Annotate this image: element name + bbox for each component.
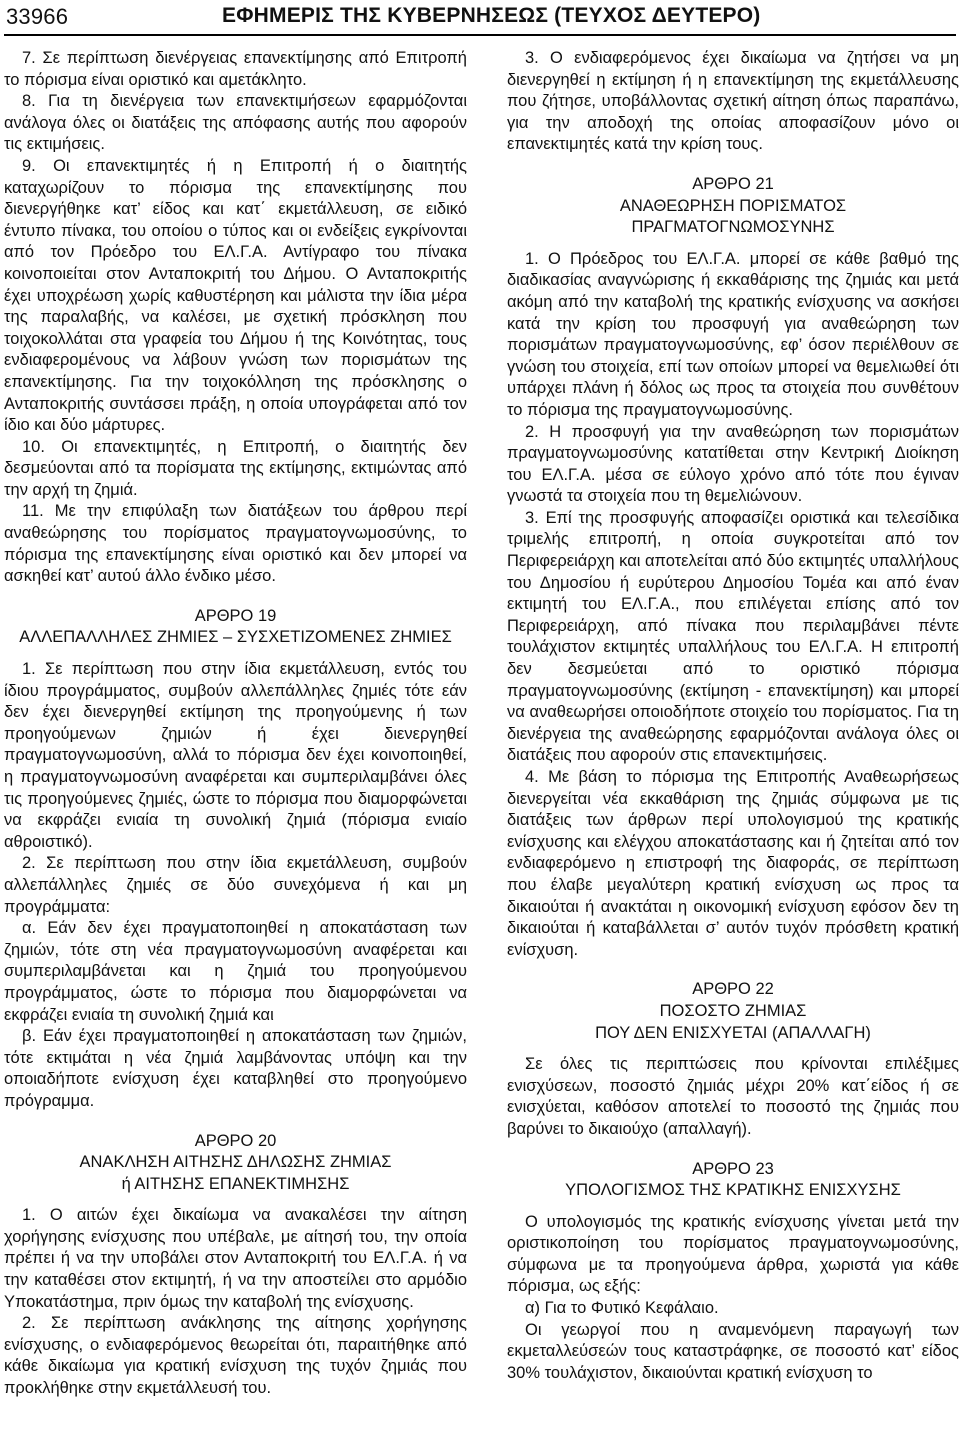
article-20-title: ΑΡΘΡΟ 20	[194, 1131, 277, 1150]
header-rule	[4, 34, 956, 36]
article-19-paragraph-2: 2. Σε περίπτωση που στην ίδια εκμετάλλευση, συμβούν αλλεπάλληλες ζημιές σε δύο συνεχόμενα ή και μη προγράμματα:	[4, 854, 467, 916]
article-21-title: ΑΡΘΡΟ 21	[692, 174, 774, 193]
article-20-paragraph-2: 2. Σε περίπτωση ανάκλησης της αίτησης χορήγησης ενίσχυσης, ο ενδιαφερόμενος θεωρείται ότι, παραιτήθηκε από κάθε δικαίωμα για κρατική ενίσχυση της τυχόν ζημιάς που προκλήθηκε στην εκμετάλλευσή του.	[4, 1314, 467, 1398]
left-column	[4, 48, 467, 1400]
article-20-heading	[4, 1131, 467, 1196]
article-21-subtitle-2: ΠΡΑΓΜΑΤΟΓΝΩΜΟΣΥΝΗΣ	[631, 218, 835, 237]
article-20-paragraph-1: 1. Ο αιτών έχει δικαίωμα να ανακαλέσει την αίτηση χορήγησης ενίσχυσης που υπέβαλε, με αίτησή του, την οποία πρέπει ή να την υποβάλει στον Ανταποκριτή του ΕΛ.Γ.Α. ή να την καταθέσει στον εκτιμητή, ή να την αποστείλει στο αρμόδιο Υποκατάστημα, πριν όμως την καταβολή της ενίσχυσης.	[4, 1206, 467, 1311]
right-column	[507, 48, 959, 1384]
article-23-heading	[507, 1159, 959, 1202]
article-20-subtitle-2: ή ΑΙΤΗΣΗΣ ΕΠΑΝΕΚΤΙΜΗΣΗΣ	[121, 1174, 350, 1193]
article-23-paragraph-2: Οι γεωργοί που η αναμενόμενη παραγωγή των εκμεταλλεύσεών τους καταστράφηκε, σε ποσοστό κατ’ είδος 30% τουλάχιστον, δικαιούνται κρατική ενίσχυση το	[507, 1320, 959, 1382]
paragraph-9: 9. Οι επανεκτιμητές ή η Επιτροπή ή ο διαιτητής καταχωρίζουν το πόρισμα της επανεκτίμησης που διενεργήθηκε κατ’ είδος και κατ΄ εκμετάλλευση, σε ειδικό έντυπο πίνακα, του οποίου ο τύπος και οι ενδείξεις εγκρίνονται από τον Πρόεδρο του ΕΛ.Γ.Α. Αντίγραφο του πίνακα κοινοποιείται στον Ανταποκριτή του Δήμου. Ο Ανταποκριτής έχει υποχρέωση χωρίς καθυστέρηση και μάλιστα την ίδια μέρα της παραλαβής, να καλέσει, με σχετική πρόσκληση που τοιχοκολλάται στα γραφεία του Δήμου ή της Κοινότητας, τους ενδιαφερομένους να λάβουν γνώση των πορισμάτων της επανεκτίμησης. Για την τοιχοκόλληση της πρόσκλησης ο Ανταποκριτής συντάσσει πράξη, η οποία υπογράφεται από τον ίδιο και δύο μάρτυρες.	[4, 156, 467, 435]
paragraph-8: 8. Για τη διενέργεια των επανεκτιμήσεων εφαρμόζονται ανάλογα όλες οι διατάξεις της απόφασης αυτής που αφορούν τις εκτιμήσεις.	[4, 92, 467, 154]
article-21-paragraph-2: 2. Η προσφυγή για την αναθεώρηση των πορισμάτων πραγματογνωμοσύνης κατατίθεται στην Κεντρική Διοίκηση του ΕΛ.Γ.Α. μέσα σε εύλογο χρόνο από τότε που έγιναν γνωστά τα στοιχεία που τη θεμελιώνουν.	[507, 422, 959, 506]
article-21-subtitle-1: ΑΝΑΘΕΩΡΗΣΗ ΠΟΡΙΣΜΑΤΟΣ	[619, 196, 847, 215]
gazette-title: ΕΦΗΜΕΡΙΣ ΤΗΣ ΚΥΒΕΡΝΗΣΕΩΣ (ΤΕΥΧΟΣ ΔΕΥΤΕΡΟ)	[222, 4, 761, 27]
article-21-paragraph-4: 4. Με βάση το πόρισμα της Επιτροπής Αναθεωρήσεως διενεργείται νέα εκκαθάριση της ζημιάς σύμφωνα με τις διατάξεις των άρθρων περί υπολογισμού της κρατικής ενίσχυσης και ελέγχου αποκατάστασης και ή ζητείται από τον ενδιαφερόμενο η επιστροφή της διαφοράς, σε περίπτωση που έλαβε μεγαλύτερη κρατική ενίσχυση ως προς τα δικαιούται ή ανακτάται η οικονομική ενίσχυση εφόσον δεν τη δικαιούται ή καταβάλλεται σ’ αυτόν τυχόν πρόσθετη κρατική ενίσχυση.	[507, 768, 959, 959]
article-19-subtitle: ΑΛΛΕΠΑΛΛΗΛΕΣ ΖΗΜΙΕΣ – ΣΥΣΧΕΤΙΖΟΜΕΝΕΣ ΖΗΜΙΕΣ	[19, 628, 452, 647]
article-19-paragraph-1: 1. Σε περίπτωση που στην ίδια εκμετάλλευση, εντός του ίδιου προγράμματος, συμβούν αλλεπάλληλες ζημιές τότε εάν δεν έχει διενεργηθεί εκτίμηση της προηγούμενης ή των προηγούμενων ζημιών ή έχει διενεργηθεί πραγματογνωμοσύνη, αλλά το πόρισμα δεν έχει κοινοποιηθεί, η πραγματογνωμοσύνη αναφέρεται και συμπεριλαμβάνει όλες τις προηγούμενες ζημιές, ώστε το πόρισμα που διαμορφώνεται να εκφράζει ενιαία τη συνολική ζημιά (πόρισμα ενιαίο αθροιστικό).	[4, 660, 467, 851]
running-header	[0, 0, 960, 34]
article-22-heading	[507, 979, 959, 1044]
article-21-paragraph-3: 3. Επί της προσφυγής αποφασίζει οριστικά και τελεσίδικα τριμελής επιτροπή, η οποία συγκροτείται από τον Περιφερειάρχη και αποτελείται από δύο εκτιμητές υπαλλήλους του Δημοσίου ή ευρύτερου Δημοσίου Τομέα και από έναν εκτιμητή του ΕΛ.Γ.Α., που επιλέγεται επίσης από τον Περιφερειάρχη, από πίνακα που περιλαμβάνει πέντε τουλάχιστον εκτιμητές υπαλλήλους του ΕΛ.Γ.Α. Η επιτροπή δεν δεσμεύεται από το οριστικό πόρισμα πραγματογνωμοσύνης (εκτίμηση - επανεκτίμηση) και μπορεί να αναθεωρήσει οποιοδήποτε στοιχείο του πορίσματος. Για τη διενέργεια της αναθεώρησης εφαρμόζονται ανάλογα όλες οι διατάξεις που αφορούν στις επανεκτιμήσεις.	[507, 508, 959, 765]
article-19-title: ΑΡΘΡΟ 19	[194, 606, 277, 625]
article-19-paragraph-b: β. Εάν έχει πραγματοποιηθεί η αποκατάσταση των ζημιών, τότε εκτιμάται η νέα ζημιά λαμβάνοντας υπόψη και την οποιαδήποτε ενίσχυση έχει καταβληθεί στο προηγούμενο πρόγραμμα.	[4, 1027, 467, 1110]
article-22-title: ΑΡΘΡΟ 22	[692, 980, 774, 999]
article-22-subtitle-1: ΠΟΣΟΣΤΟ ΖΗΜΙΑΣ	[659, 1001, 807, 1020]
article-22-subtitle-2: ΠΟΥ ΔΕΝ ΕΝΙΣΧΥΕΤΑΙ (ΑΠΑΛΛΑΓΗ)	[595, 1023, 871, 1042]
article-23-paragraph-a: α) Για το Φυτικό Κεφάλαιο.	[525, 1299, 719, 1318]
paragraph-7: 7. Σε περίπτωση διενέργειας επανεκτίμησης από Επιτροπή το πόρισμα είναι οριστικό και αμετάκλητο.	[4, 49, 467, 89]
paragraph-10: 10. Οι επανεκτιμητές, η Επιτροπή, ο διαιτητής δεν δεσμεύονται από τα πορίσματα της εκτίμησης, εκτιμώντας από την αρχή τη ζημιά.	[4, 437, 467, 499]
article-21-paragraph-1: 1. Ο Πρόεδρος του ΕΛ.Γ.Α. μπορεί σε κάθε βαθμό της διαδικασίας αναγνώρισης ή εκκαθάρισης της ζημιάς και μετά ακόμη από την καταβολή της κρατικής ενίσχυσης να ασκήσει κατά την κρίση του προσφυγή για αναθεώρηση των πορισμάτων πραγματογνωμοσύνης, εφ’ όσον περιέλθουν σε γνώση του στοιχεία, επί των οποίων μπορεί να θεμελιωθεί ότι υπάρχει πλάνη ή δόλος ως προς τα στοιχεία που συνθέτουν το πόρισμα της πραγματογνωμοσύνης.	[507, 249, 959, 419]
paragraph-11: 11. Με την επιφύλαξη των διατάξεων του άρθρου περί αναθεώρησης του πορίσματος πραγματογνωμοσύνης, το πόρισμα της επανεκτίμησης είναι οριστικό και δεν μπορεί να ασκηθεί κατ’ αυτού άλλο ένδικο μέσο.	[4, 502, 467, 586]
article-20-subtitle-1: ΑΝΑΚΛΗΣΗ ΑΙΤΗΣΗΣ ΔΗΛΩΣΗΣ ΖΗΜΙΑΣ	[79, 1153, 392, 1172]
article-19-paragraph-a: α. Εάν δεν έχει πραγματοποιηθεί η αποκατάσταση των ζημιών, τότε στη νέα πραγματογνωμοσύνη αναφέρεται και συμπεριλαμβάνεται και η ζημιά του προηγούμενου προγράμματος, ώστε το πόρισμα που διαμορφώνεται να εκφράζει ενιαία τη συνολική ζημιά και	[4, 919, 467, 1024]
article-22-paragraph-1: Σε όλες τις περιπτώσεις που κρίνονται επιλέξιμες ενισχύσεων, ποσοστό ζημιάς μέχρι 20% κατ΄είδος ή σε ενισχύεται, καθόσον αποτελεί το ποσοστό της ζημιάς που βαρύνει το δικαιούχο (απαλλαγή).	[507, 1055, 959, 1138]
article-23-paragraph-1: Ο υπολογισμός της κρατικής ενίσχυσης γίνεται μετά την οριστικοποίηση του πορίσματος πραγματογνωμοσύνης, σύμφωνα με τα προηγούμενα άρθρα, χωριστά για κάθε πόρισμα, ως εξής:	[507, 1212, 959, 1296]
page-number: 33966	[6, 4, 69, 29]
article-21-heading	[507, 174, 959, 239]
article-23-title: ΑΡΘΡΟ 23	[692, 1159, 774, 1178]
article-20-paragraph-3: 3. Ο ενδιαφερόμενος έχει δικαίωμα να ζητήσει να μη διενεργηθεί η εκτίμηση ή η επανεκτίμηση της εκμετάλλευσης που ζήτησε, υποβάλλοντας σχετική αίτηση όπως παραπάνω, για την αποδοχή της οποίας αποφασίζουν μόνο οι επανεκτιμητές κατά την κρίση τους.	[507, 49, 959, 154]
article-23-subtitle: ΥΠΟΛΟΓΙΣΜΟΣ ΤΗΣ ΚΡΑΤΙΚΗΣ ΕΝΙΣΧΥΣΗΣ	[565, 1181, 901, 1200]
article-19-heading	[4, 606, 467, 649]
